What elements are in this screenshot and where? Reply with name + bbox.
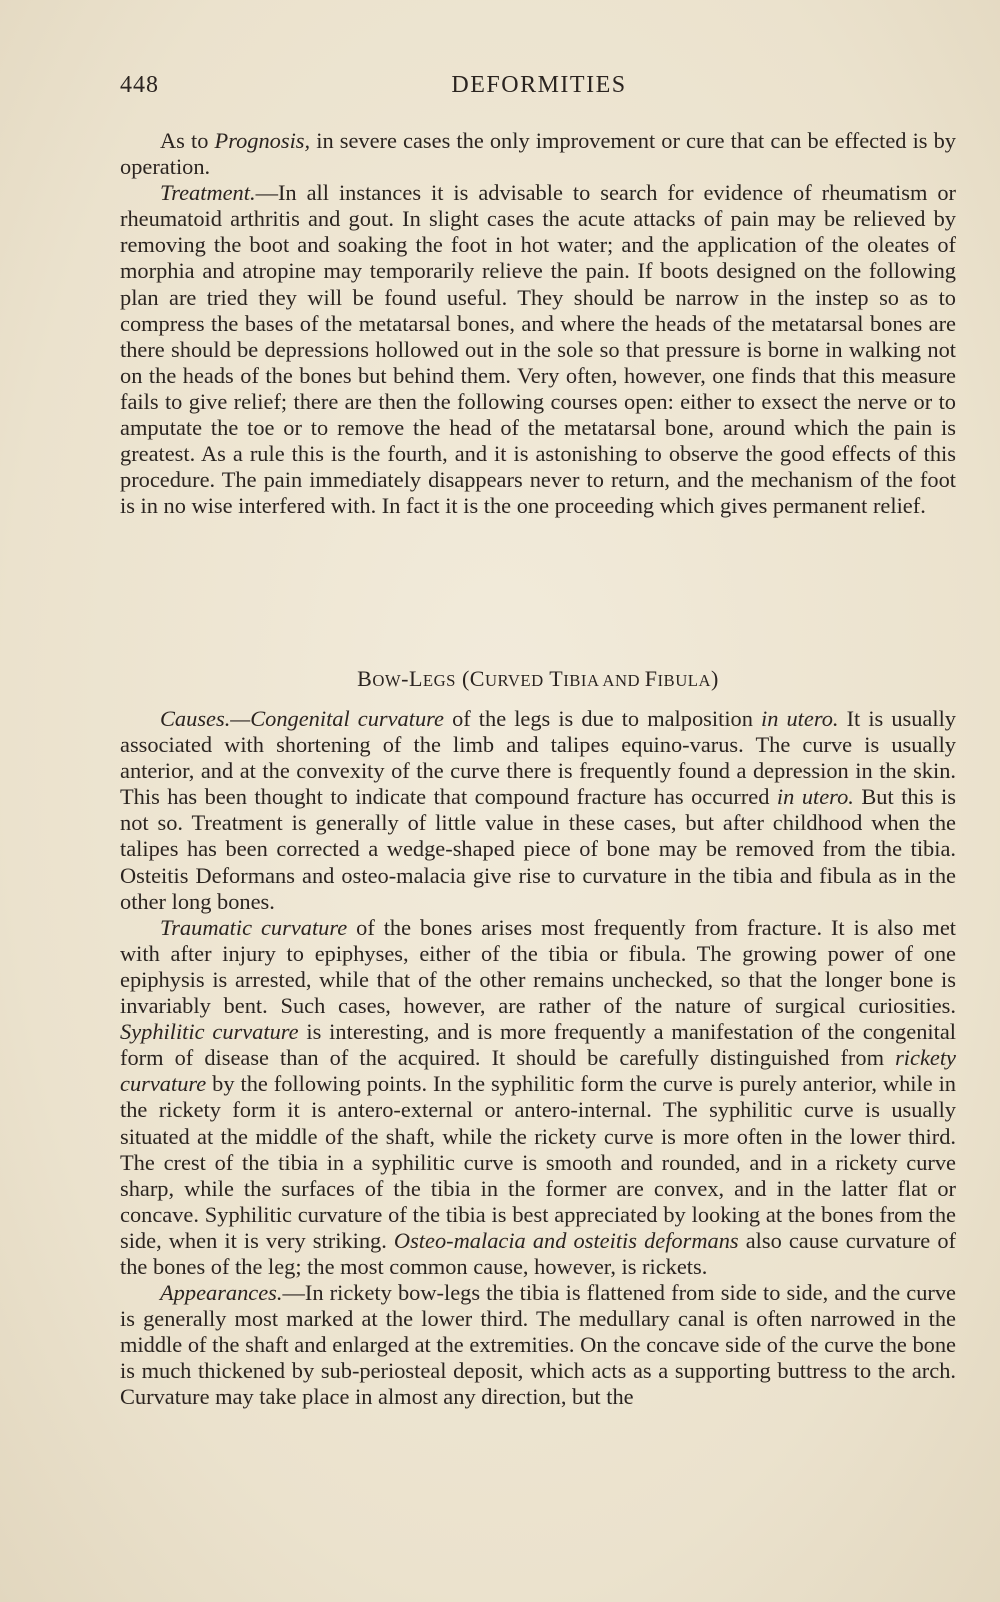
appearances-paragraph: [120, 1280, 956, 1410]
heading-run: T: [543, 666, 564, 691]
italic-run: rickety curvature: [120, 1045, 956, 1097]
treatment-paragraph: [120, 180, 956, 519]
text-run: of the bones arises most frequently from fracture. It is also met with after injury to epiphyses, either of the tibia or fibula. The growing power of one epiphysis is arrested, while that of the other remains unchecked, so that the longer bone is invariably bent. Such cases, however, are rather of the nature of surgical curiosities.: [120, 914, 956, 1019]
text-run: —In all instances it is advisable to search for evidence of rheumatism or rheumatoid arthritis and gout. In slight cases the acute attacks of pain may be relieved by removing the boot and soaking the foot in hot water; and the application of the oleates of morphia and atropine may temporarily relieve the pain. If boots designed on the following plan are tried they will be found useful. They should be narrow in the instep so as to compress the bases of the metatarsal bones, and where the heads of the metatarsal bones are there should be depressions hollowed out in the sole so that pressure is borne in walking not on the heads of the bones but behind them. Very often, however, one finds that this measure fails to give relief; there are then the following courses open: either to exsect the nerve or to amputate the toe or to remove the head of the metatarsal bone, around which the pain is greatest. As a rule this is the fourth, and it is astonishing to observe the good effects of this procedure. The pain immediately disappears never to return, and the mechanism of the foot is in no wise interfered with. In fact it is the one proceeding which gives permanent relief.: [120, 180, 956, 519]
text-run: in severe cases the only improvement or cure that can be effected is by operation.: [120, 128, 957, 180]
heading-run: EGS: [422, 671, 456, 690]
text-run: As to: [160, 128, 215, 153]
italic-run: Traumatic curvature: [160, 914, 348, 940]
italic-run: Osteo-malacia and osteitis deformans: [393, 1227, 739, 1253]
heading-run: ): [711, 666, 719, 691]
italic-run: Treatment.: [160, 180, 256, 206]
italic-run: Prognosis,: [214, 128, 311, 153]
bow-legs-text: [120, 706, 956, 1411]
heading-run: AND: [598, 671, 645, 690]
prognosis-paragraph: [120, 128, 956, 180]
traumatic-paragraph: [120, 915, 956, 1280]
text-run: It is usually associated with shortening of the limb and talipes equino-varus. The curve is usually anterior, and at the convexity of the curve there is frequently found a depression in the skin. This has been thought to indicate that compound fracture has occurred: [120, 706, 956, 810]
text-run: of the legs is due to malposition: [444, 706, 761, 731]
text-run: also cause curvature of the bones of the leg; the most common cause, however, is rickets.: [120, 1227, 956, 1279]
italic-run: Causes.—Congenital curvature: [160, 706, 444, 731]
heading-run: (C: [455, 666, 485, 691]
page-header: [120, 72, 958, 106]
text-run: —In rickety bow-legs the tibia is flattened from side to side, and the curve is generally most marked at the lower third. The medullary canal is often narrowed in the middle of the shaft and enlarged at the extremities. On the concave side of the curve the bone is much thickened by sub-periosteal deposit, which acts as a supporting buttress to the arch. Curvature may take place in almost any direction, but the: [120, 1280, 956, 1410]
heading-run: IBULA: [657, 671, 712, 690]
italic-run: in utero.: [761, 706, 839, 731]
italic-run: Appearances.: [160, 1280, 283, 1306]
section-heading: [120, 666, 956, 692]
text-run: But this is not so. Treatment is generally of little value in these cases, but after childhood when the talipes has been corrected a wedge-shaped piece of bone may be removed from the tibia. Osteitis Deformans and osteo-malacia give rise to curvature in the tibia and fibula as in the other long bones.: [120, 784, 956, 914]
causes-paragraph: [120, 706, 956, 915]
heading-run: OW: [372, 671, 402, 690]
heading-run: -L: [401, 666, 423, 691]
heading-run: B: [357, 666, 373, 691]
heading-run: F: [644, 666, 658, 691]
text-run: is interesting, and is more frequently a manifestation of the congenital form of disease than of the acquired. It should be carefully distinguished from: [120, 1019, 956, 1071]
intro-text: [120, 128, 956, 519]
italic-run: in utero.: [776, 784, 854, 810]
page-number: 448: [120, 72, 159, 98]
italic-run: Syphilitic curvature: [120, 1019, 299, 1045]
text-run: by the following points. In the syphilitic form the curve is purely anterior, while in the rickety form it is antero-external or antero-internal. The syphilitic curve is usually situated at the middle of the shaft, while the rickety curve is more often in the lower third. The crest of the tibia in a syphilitic curve is smooth and rounded, and in a rickety curve sharp, while the surfaces of the tibia in the former are convex, and in the latter flat or concave. Syphilitic curvature of the tibia is best appreciated by looking at the bones from the side, when it is very striking.: [120, 1071, 956, 1253]
heading-run: URVED: [484, 671, 544, 690]
heading-run: IBIA: [563, 671, 599, 690]
running-head: DEFORMITIES: [451, 72, 627, 98]
